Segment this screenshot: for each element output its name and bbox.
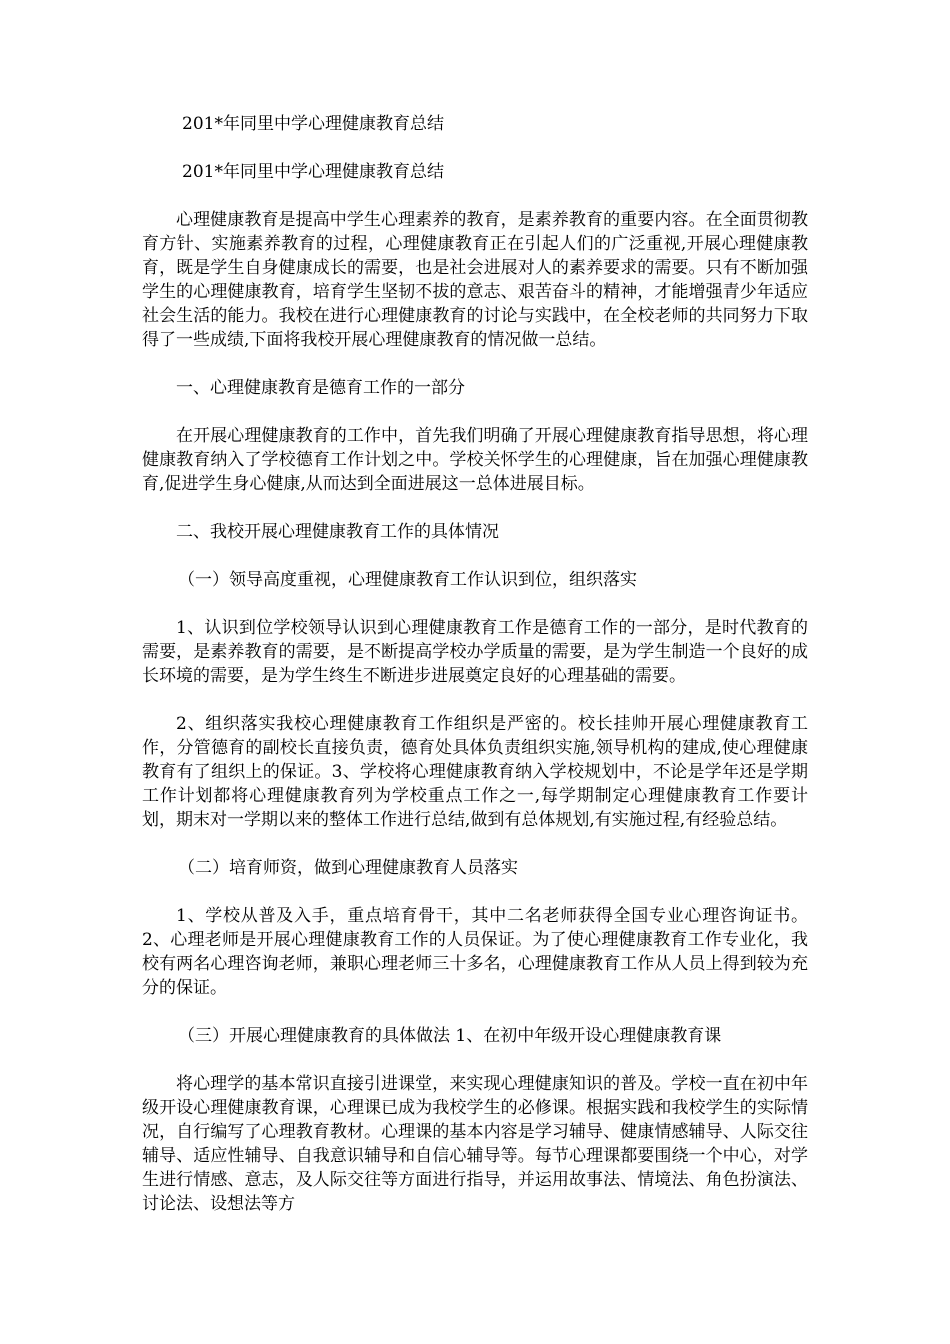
paragraph-section-1: 在开展心理健康教育的工作中，首先我们明确了开展心理健康教育指导思想，将心理健康教育纳入了学校德育工作计划之中。学校关怀学生的心理健康，旨在加强心理健康教育,促进学生身心健康,从而达到全面进展这一总体进展目标。 [142,426,808,494]
section-heading-1: 一、心理健康教育是德育工作的一部分 [176,378,465,398]
paragraph-awareness: 1、认识到位学校领导认识到心理健康教育工作是德育工作的一部分，是时代教育的需要，是素养教育的需要，是不断提高学校办学质量的需要，是为学生制造一个良好的成长环境的需要，是为学生终生不断进步进展奠定良好的心理基础的需要。 [142,618,808,686]
subsection-heading-3: （三）开展心理健康教育的具体做法 1、在初中年级开设心理健康教育课 [178,1026,722,1046]
section-heading-2: 二、我校开展心理健康教育工作的具体情况 [176,522,499,542]
paragraph-teachers: 1、学校从普及入手，重点培育骨干，其中二名老师获得全国专业心理咨询证书。2、心理老师是开展心理健康教育工作的人员保证。为了使心理健康教育工作专业化，我校有两名心理咨询老师，兼职心理老师三十多名，心理健康教育工作从人员上得到较为充分的保证。 [142,906,808,998]
paragraph-intro: 心理健康教育是提高中学生心理素养的教育，是素养教育的重要内容。在全面贯彻教育方针、实施素养教育的过程，心理健康教育正在引起人们的广泛重视,开展心理健康教育，既是学生自身健康成长的需要，也是社会进展对人的素养要求的需要。只有不断加强学生的心理健康教育，培育学生坚韧不拔的意志、艰苦奋斗的精神，才能增强青少年适应社会生活的能力。我校在进行心理健康教育的讨论与实践中，在全校老师的共同努力下取得了一些成绩,下面将我校开展心理健康教育的情况做一总结。 [142,210,808,350]
subsection-heading-2: （二）培育师资，做到心理健康教育人员落实 [178,858,518,878]
subsection-heading-1: （一）领导高度重视，心理健康教育工作认识到位，组织落实 [178,570,637,590]
document-subtitle: 201*年同里中学心理健康教育总结 [182,162,444,182]
document-title: 201*年同里中学心理健康教育总结 [182,114,444,134]
paragraph-curriculum: 将心理学的基本常识直接引进课堂，来实现心理健康知识的普及。学校一直在初中年级开设心理健康教育课，心理课已成为我校学生的必修课。根据实践和我校学生的实际情况，自行编写了心理教育教材。心理课的基本内容是学习辅导、健康情感辅导、人际交往辅导、适应性辅导、自我意识辅导和自信心辅导等。每节心理课都要围绕一个中心，对学生进行情感、意志，及人际交往等方面进行指导，并运用故事法、情境法、角色扮演法、讨论法、设想法等方 [142,1074,808,1214]
document-body [142,112,808,1240]
paragraph-organization: 2、组织落实我校心理健康教育工作组织是严密的。校长挂帅开展心理健康教育工作，分管德育的副校长直接负责，德育处具体负责组织实施,领导机构的建成,使心理健康教育有了组织上的保证。3、学校将心理健康教育纳入学校规划中，不论是学年还是学期工作计划都将心理健康教育列为学校重点工作之一,每学期制定心理健康教育工作要计划，期末对一学期以来的整体工作进行总结,做到有总体规划,有实施过程,有经验总结。 [142,714,808,830]
